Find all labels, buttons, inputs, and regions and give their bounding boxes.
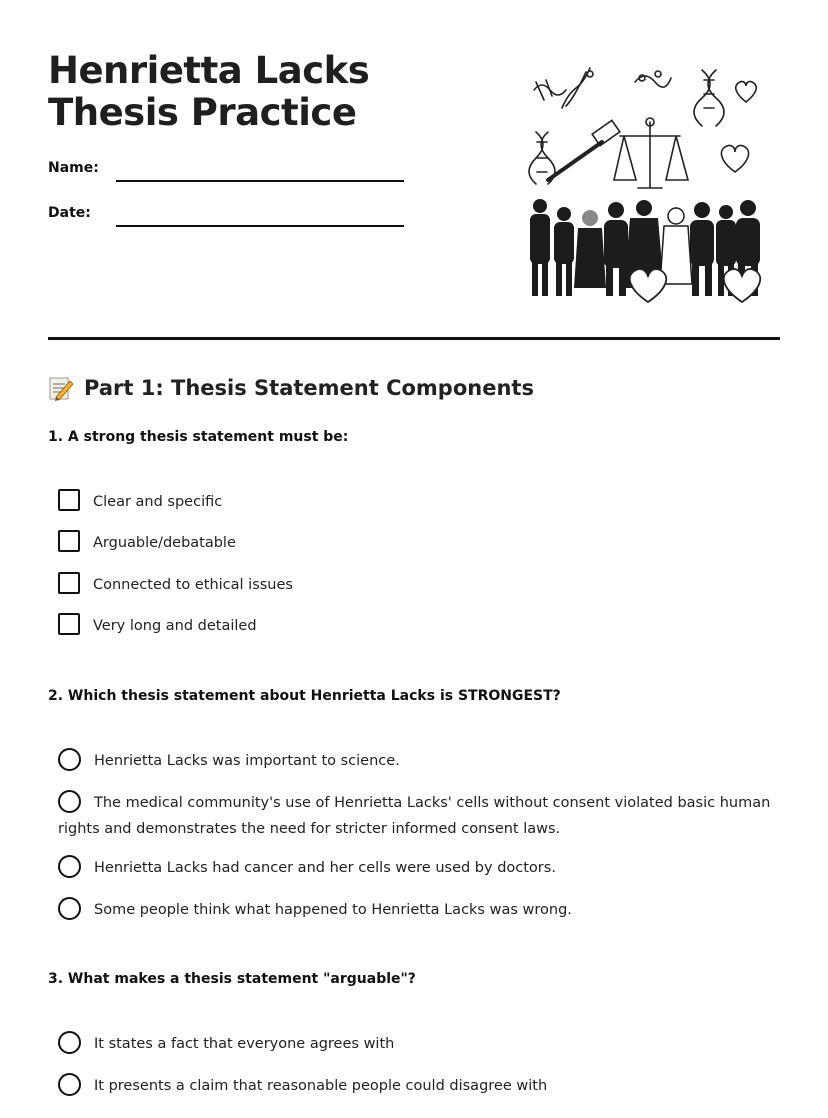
- date-label: Date:: [48, 205, 91, 221]
- heart-icon: [630, 269, 666, 302]
- section-divider: [48, 337, 780, 340]
- dna-small-icon: [635, 76, 671, 87]
- q3-option: It presents a claim that reasonable people could disagree with: [58, 1073, 778, 1099]
- radio-button[interactable]: [58, 1073, 81, 1096]
- checkbox[interactable]: [58, 530, 80, 552]
- worksheet-title: Henrietta Lacks Thesis Practice: [48, 49, 370, 134]
- q1-option: Very long and detailed: [58, 613, 778, 639]
- memo-pencil-icon: [48, 375, 74, 401]
- question-1-prompt: 1. A strong thesis statement must be:: [48, 429, 349, 445]
- q1-option: Connected to ethical issues: [58, 572, 778, 598]
- q2-option: Henrietta Lacks had cancer and her cells were used by doctors.: [58, 855, 778, 881]
- checkbox[interactable]: [58, 489, 80, 511]
- q1-option: Clear and specific: [58, 489, 778, 515]
- dna-helix-icon: [694, 70, 710, 126]
- heart-icon: [724, 269, 760, 302]
- checkbox[interactable]: [58, 613, 80, 635]
- q2-option: Some people think what happened to Henrietta Lacks was wrong.: [58, 897, 778, 923]
- question-3-prompt: 3. What makes a thesis statement "arguable"?: [48, 971, 416, 987]
- checkbox[interactable]: [58, 572, 80, 594]
- question-2-prompt: 2. Which thesis statement about Henrietta Lacks is STRONGEST?: [48, 688, 561, 704]
- q1-option: Arguable/debatable: [58, 530, 778, 556]
- name-label: Name:: [48, 160, 99, 176]
- date-field-line[interactable]: [116, 225, 404, 227]
- q2-option: Henrietta Lacks was important to science.: [58, 748, 778, 774]
- q2-option: The medical community's use of Henrietta Lacks' cells without consent violated basic human rights and demonstrates the need for stricter informed consent laws.: [58, 790, 778, 842]
- radio-button[interactable]: [58, 790, 81, 813]
- heart-icon: [721, 145, 748, 172]
- radio-button[interactable]: [58, 748, 81, 771]
- radio-button[interactable]: [58, 1031, 81, 1054]
- q3-option: It states a fact that everyone agrees with: [58, 1031, 778, 1057]
- part1-heading: [48, 375, 534, 401]
- radio-button[interactable]: [58, 897, 81, 920]
- heart-icon: [736, 81, 757, 102]
- radio-button[interactable]: [58, 855, 81, 878]
- part1-heading-text: Part 1: Thesis Statement Components: [84, 376, 534, 400]
- gavel-icon: [548, 142, 602, 180]
- name-field-line[interactable]: [116, 180, 404, 182]
- ethics-illustration: [520, 62, 770, 304]
